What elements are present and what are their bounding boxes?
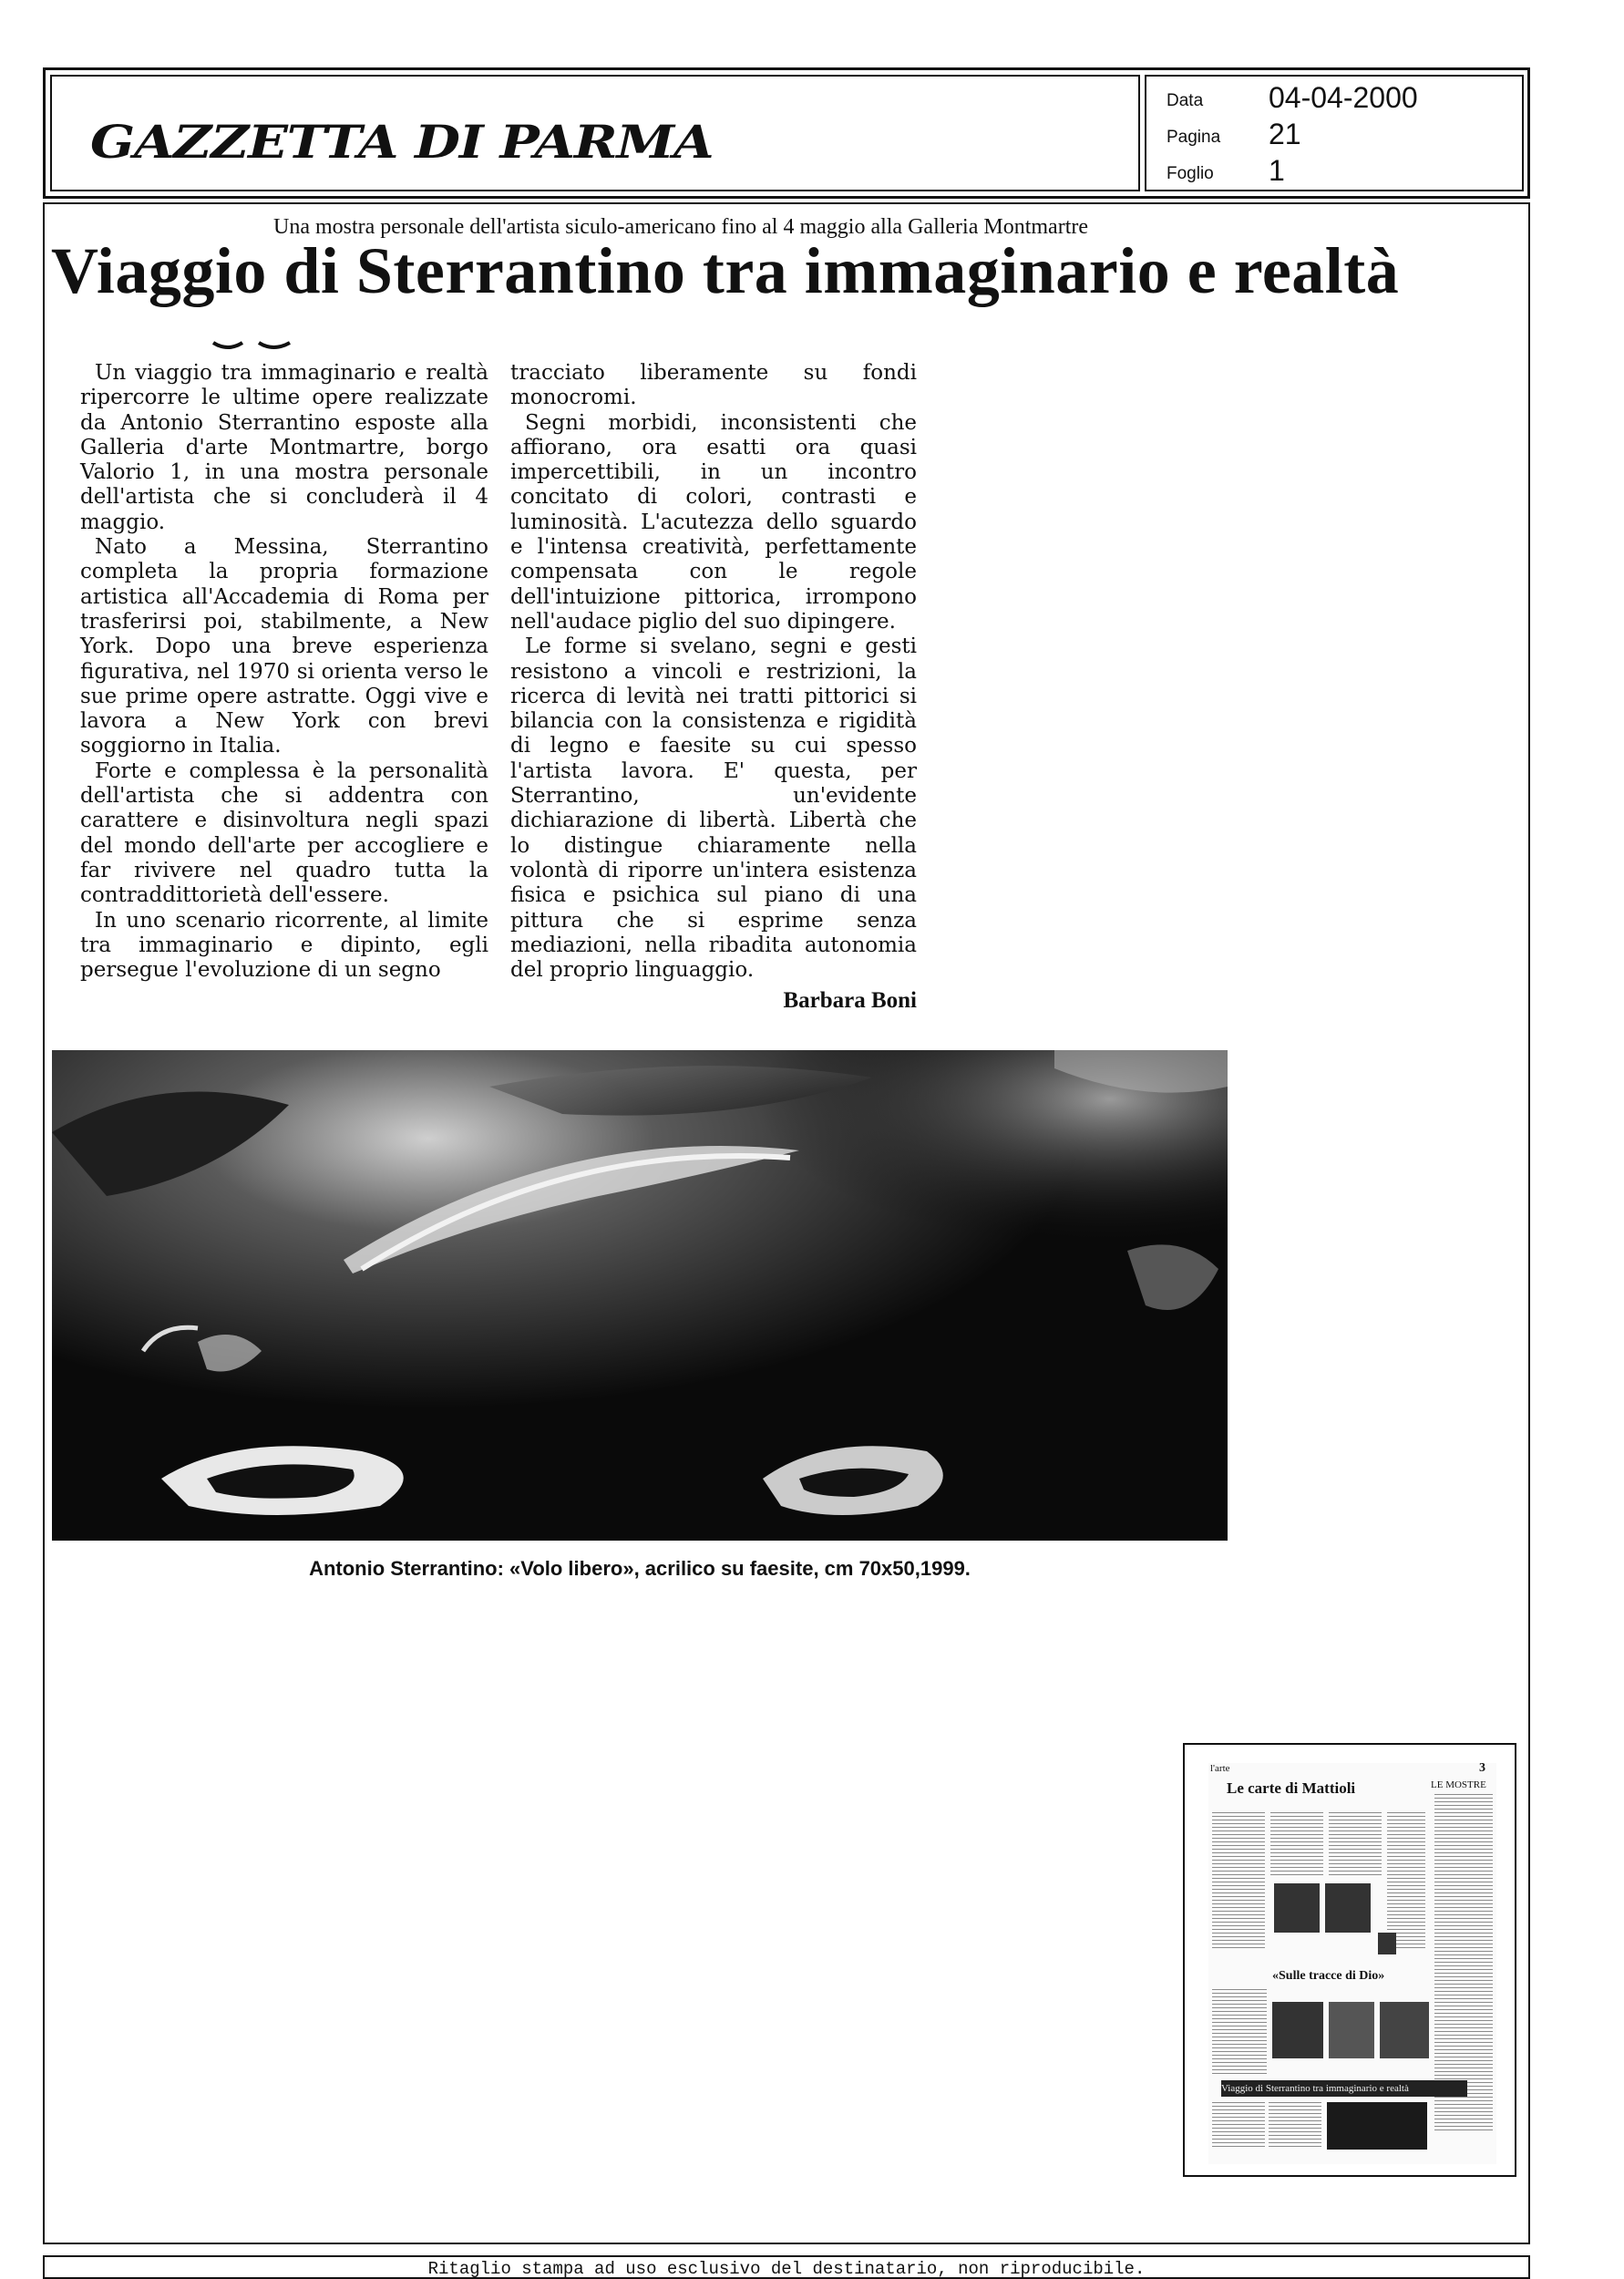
paragraph: tracciato liberamente su fondi monocromi. xyxy=(510,361,917,410)
masthead-left xyxy=(50,75,1140,191)
artwork-photo xyxy=(52,1050,1228,1541)
thumbnail-side-heading: LE MOSTRE xyxy=(1431,1779,1486,1790)
footer-frame xyxy=(43,2255,1530,2279)
meta-row-page xyxy=(1167,119,1513,151)
article-column-2 xyxy=(510,361,917,1014)
masthead-frame xyxy=(43,67,1530,199)
footer-notice: Ritaglio stampa ad uso esclusivo del destinatario, non riproducibile. xyxy=(427,2259,1146,2279)
meta-label: Foglio xyxy=(1167,164,1214,183)
thumbnail-headline-3: Viaggio di Sterrantino tra immaginario e realtà xyxy=(1221,2080,1467,2097)
thumbnail-text-block xyxy=(1212,1812,1265,1949)
thumbnail-image xyxy=(1378,1933,1396,1954)
meta-value: 21 xyxy=(1269,118,1301,150)
thumbnail-text-block xyxy=(1387,1812,1425,1949)
thumbnail-headline-1: Le carte di Mattioli xyxy=(1227,1779,1356,1797)
thumbnail-page xyxy=(1208,1763,1496,2164)
meta-label: Pagina xyxy=(1167,128,1221,147)
meta-value: 1 xyxy=(1269,154,1285,187)
thumbnail-image xyxy=(1380,2002,1429,2058)
photo-caption: Antonio Sterrantino: «Volo libero», acrilico su faesite, cm 70x50,1999. xyxy=(309,1557,971,1580)
thumbnail-headline-2: «Sulle tracce di Dio» xyxy=(1272,1969,1385,1983)
thumbnail-image xyxy=(1329,2002,1374,2058)
thumbnail-text-block xyxy=(1212,2102,1265,2150)
paragraph: Un viaggio tra immaginario e realtà ripercorre le ultime opere realizzate da Antonio Sterrantino esposte alla Galleria d'arte Montmartre, borgo Valorio 1, in una mostra personale dell'artista che si concluderà il 4 maggio. xyxy=(80,361,488,534)
page-thumbnail xyxy=(1183,1743,1516,2177)
article-column-1 xyxy=(80,361,488,983)
thumbnail-text-block xyxy=(1270,1812,1323,1876)
paragraph: Forte e complessa è la personalità dell'artista che si addentra con carattere e disinvoltura negli spazi del mondo dell'arte per accogliere e far rivivere nel quadro tutta la contraddittorietà dell'essere. xyxy=(80,758,488,908)
thumbnail-image xyxy=(1274,1883,1320,1933)
thumbnail-text-block xyxy=(1269,2102,1321,2150)
paragraph: Nato a Messina, Sterrantino completa la propria formazione artistica all'Accademia di Roma per trasferirsi poi, stabilmente, a New York. Dopo una breve esperienza figurativa, nel 1970 si orienta verso le sue prime opere astratte. Oggi vive e lavora a New York con brevi soggiorno in Italia. xyxy=(80,535,488,758)
paragraph: In uno scenario ricorrente, al limite tra immaginario e dipinto, egli persegue l'evoluzione di un segno xyxy=(80,908,488,983)
meta-row-date xyxy=(1167,82,1513,115)
article-title: Viaggio di Sterrantino tra immaginario e realtà xyxy=(51,234,1400,307)
thumbnail-section: l'arte xyxy=(1210,1763,1230,1774)
newspaper-name: GAZZETTA DI PARMA xyxy=(90,115,714,169)
meta-label: Data xyxy=(1167,91,1204,110)
meta-row-sheet xyxy=(1167,155,1513,188)
byline: Barbara Boni xyxy=(783,988,917,1014)
ornament-icon xyxy=(211,337,293,352)
article-kicker: Una mostra personale dell'artista siculo-americano fino al 4 maggio alla Galleria Montmartre xyxy=(273,215,1088,239)
thumbnail-page-number: 3 xyxy=(1479,1763,1485,1775)
thumbnail-text-block xyxy=(1212,1989,1267,2075)
thumbnail-text-block xyxy=(1329,1812,1382,1876)
meta-value: 04-04-2000 xyxy=(1269,81,1418,114)
thumbnail-image xyxy=(1327,2102,1427,2150)
thumbnail-image xyxy=(1272,2002,1323,2058)
clipping-meta xyxy=(1145,75,1524,191)
artwork-image xyxy=(52,1050,1228,1541)
paragraph: Segni morbidi, inconsistenti che affiorano, ora esatti ora quasi impercettibili, in un incontro concitato di colori, contrasti e luminosità. L'acutezza dello sguardo e l'intensa creatività, perfettamente compensata con le regole dell'intuizione pittorica, irrompono nell'audace piglio del suo dipingere. xyxy=(510,410,917,634)
paragraph: Le forme si svelano, segni e gesti resistono a vincoli e restrizioni, la ricerca di levità nei tratti pittorici si bilancia con la consistenza e rigidità di legno e faesite su cui spesso l'artista lavora. E' questa, per Sterrantino, un'evidente dichiarazione di libertà. Libertà che lo distingue chiaramente nella volontà di riporre un'intera esistenza fisica e psichica sul piano di una pittura che si esprime senza mediazioni, nella ribadita autonomia del proprio linguaggio. xyxy=(510,634,917,983)
thumbnail-image xyxy=(1325,1883,1371,1933)
